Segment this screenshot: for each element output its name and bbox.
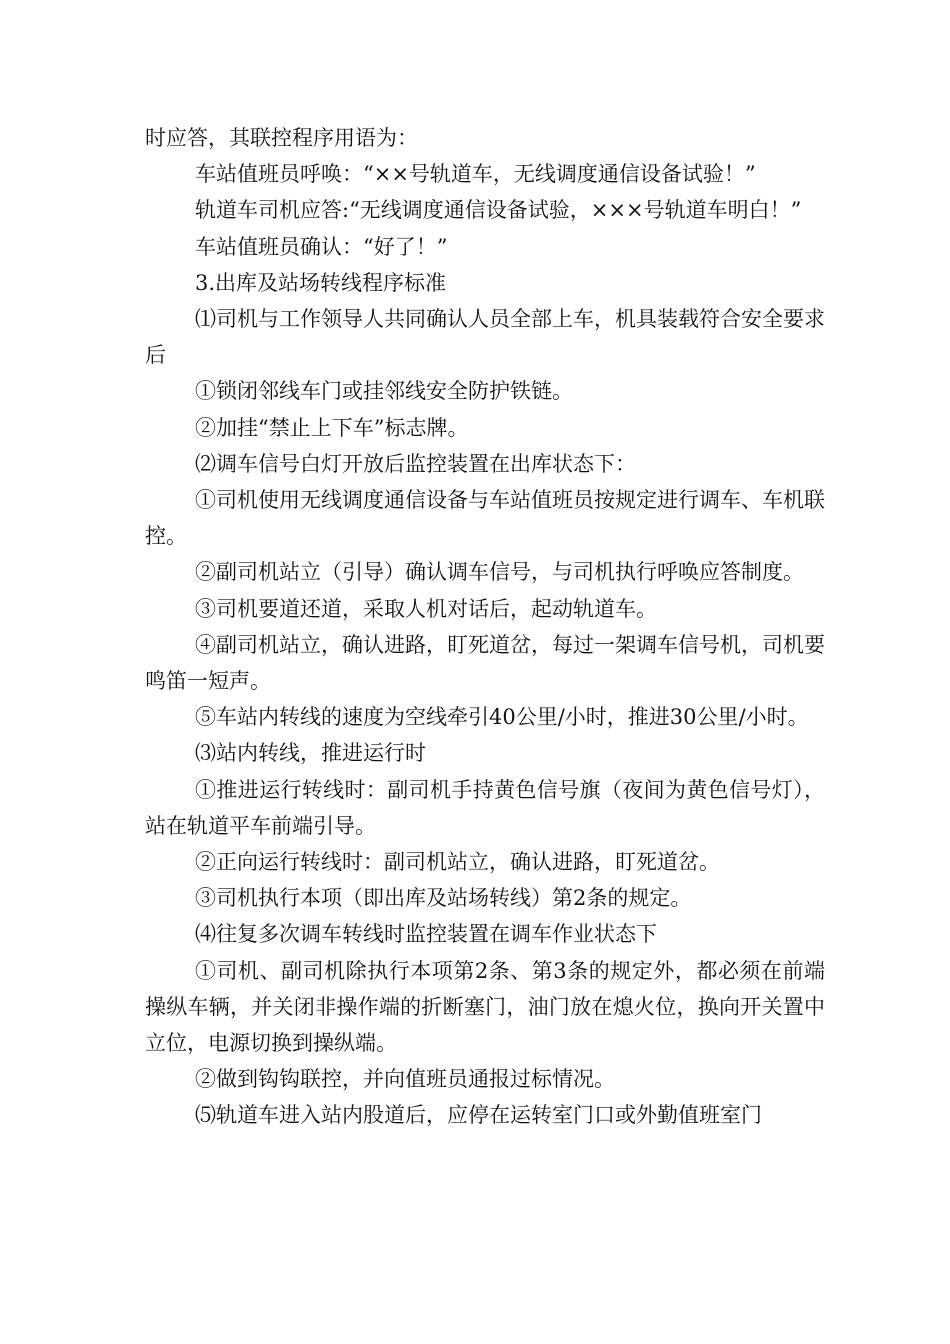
paragraph-4: 车站值班员确认：“好了！” [195,234,448,259]
paragraph-3: 轨道车司机应答:“无线调度通信设备试验，×××号轨道车明白！” [195,198,802,223]
paragraph-13: ④副司机站立，确认进路，盯死道岔，每过一架调车信号机，司机要鸣笛一短声。 [145,632,825,694]
paragraph-12: ③司机要道还道，采取人机对话后，起动轨道车。 [195,596,657,621]
paragraph-19: ⑷往复多次调车转线时监控装置在调车作业状态下 [195,922,657,947]
document-body [145,120,825,1134]
paragraph-11: ②副司机站立（引导）确认调车信号，与司机执行呼唤应答制度。 [195,560,804,585]
paragraph-10: ①司机使用无线调度通信设备与车站值班员按规定进行调车、车机联控。 [145,488,825,549]
paragraph-22: ⑸轨道车进入站内股道后，应停在运转室门口或外勤值班室门 [195,1103,762,1128]
paragraph-8: ②加挂“禁止上下车”标志牌。 [195,415,469,440]
paragraph-18: ③司机执行本项（即出库及站场转线）第2条的规定。 [195,886,692,911]
paragraph-6: ⑴司机与工作领导人共同确认人员全部上车，机具装载符合安全要求后 [145,307,825,368]
paragraph-20: ①司机、副司机除执行本项第2条、第3条的规定外，都必须在前端操纵车辆，并关闭非操作端的折断塞门，油门放在熄火位，换向开关置中立位，电源切换到操纵端。 [145,958,825,1056]
paragraph-16: ①推进运行转线时：副司机手持黄色信号旗（夜间为黄色信号灯），站在轨道平车前端引导。 [145,777,825,838]
paragraph-14: ⑤车站内转线的速度为空线牵引40公里/小时，推进30公里/小时。 [195,705,809,730]
paragraph-7: ①锁闭邻线车门或挂邻线安全防护铁链。 [195,379,573,404]
paragraph-1: 时应答，其联控程序用语为： [145,126,418,150]
section-heading: 3.出库及站场转线程序标准 [195,270,447,295]
paragraph-9: ⑵调车信号白灯开放后监控装置在出库状态下： [195,451,636,476]
paragraph-21: ②做到钩钩联控，并向值班员通报过标情况。 [195,1067,615,1092]
paragraph-15: ⑶站内转线，推进运行时 [195,741,426,766]
paragraph-17: ②正向运行转线时：副司机站立，确认进路，盯死道岔。 [195,850,720,875]
paragraph-2: 车站值班员呼唤：“××号轨道车，无线调度通信设备试验！” [195,162,756,187]
